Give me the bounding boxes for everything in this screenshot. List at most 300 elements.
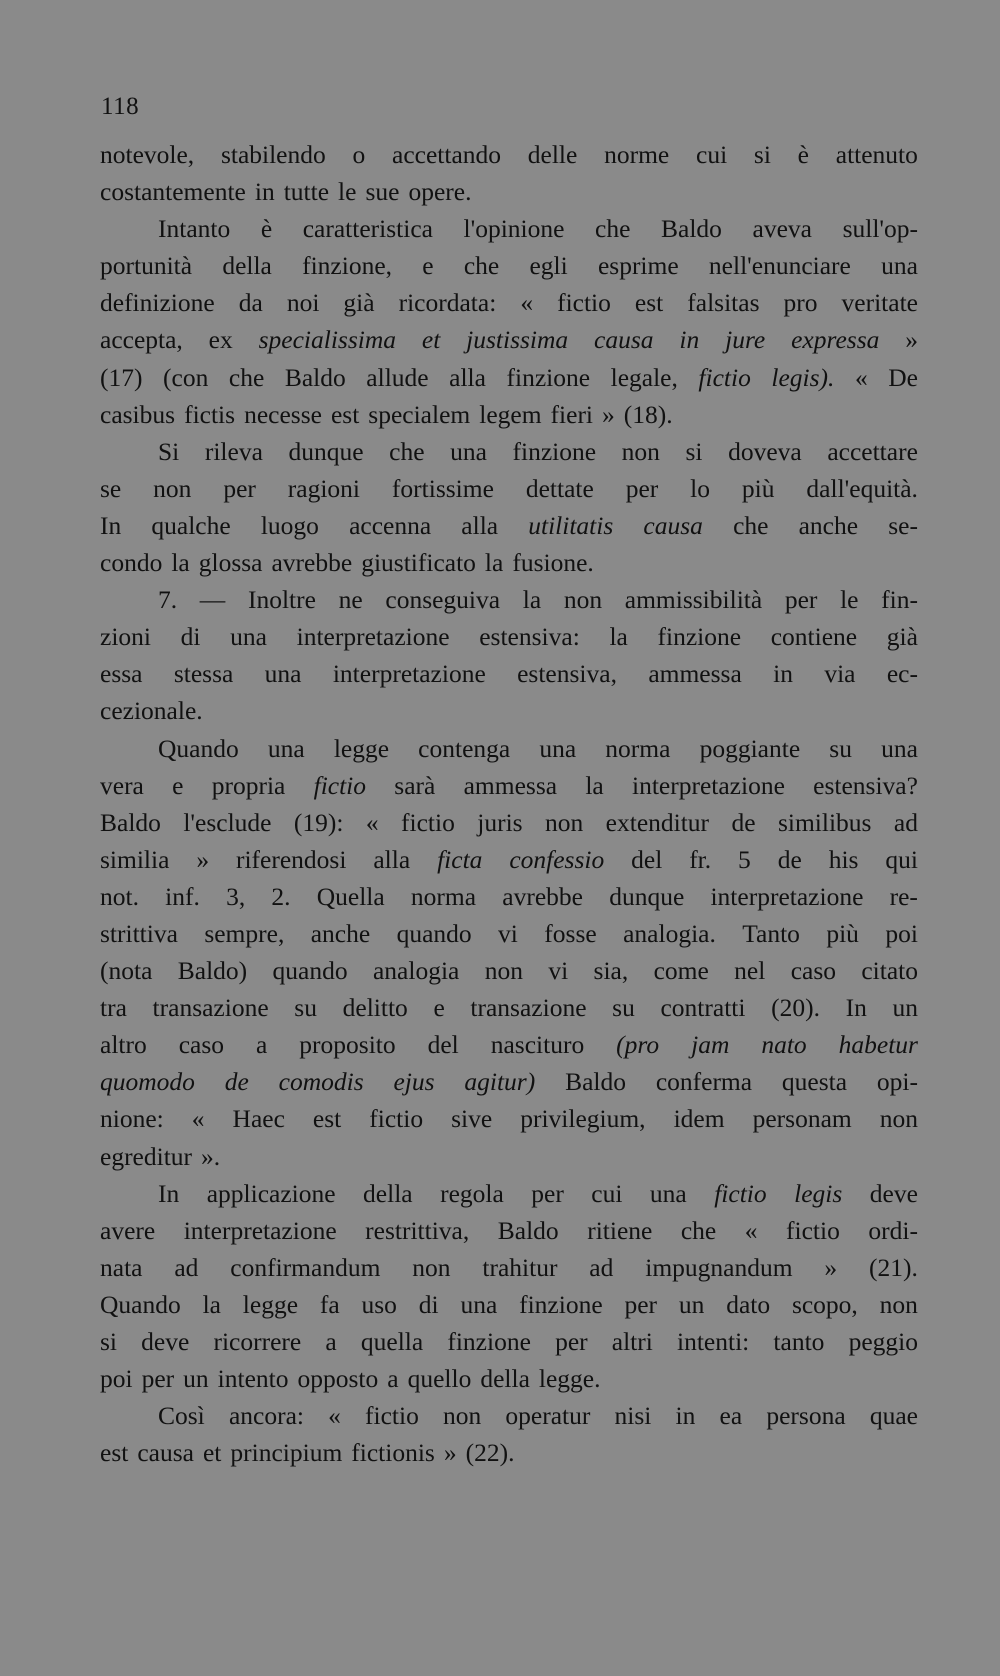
word: conferma bbox=[655, 1067, 753, 1097]
word: interpretazione bbox=[332, 659, 486, 689]
word: deve bbox=[869, 1178, 918, 1208]
italic-word: de bbox=[224, 1067, 249, 1097]
word: fictio bbox=[786, 1215, 840, 1245]
word: « bbox=[191, 1104, 205, 1134]
word: necesse bbox=[244, 399, 322, 429]
word: la bbox=[202, 1289, 221, 1319]
word: fictis bbox=[184, 399, 236, 429]
word: non bbox=[153, 473, 192, 503]
text-line bbox=[100, 989, 918, 1026]
word: » bbox=[196, 844, 210, 874]
word: che bbox=[228, 362, 265, 392]
word: peggio bbox=[848, 1327, 918, 1356]
word: interpretazione bbox=[296, 622, 450, 652]
word: che bbox=[733, 510, 769, 540]
text-line bbox=[100, 396, 918, 433]
word: legale, bbox=[610, 362, 678, 392]
word: fusione. bbox=[512, 548, 594, 578]
text-line bbox=[100, 841, 918, 878]
word: sarà bbox=[394, 770, 436, 800]
italic-word: causa bbox=[643, 510, 703, 540]
word: zioni bbox=[100, 622, 151, 652]
text-line bbox=[100, 321, 918, 358]
italic-word: jam bbox=[691, 1030, 730, 1060]
word: tutte bbox=[283, 177, 330, 207]
word: egreditur bbox=[100, 1141, 193, 1171]
word: per bbox=[223, 473, 256, 503]
word: essa bbox=[100, 659, 143, 689]
word: anche bbox=[310, 918, 371, 948]
text-line bbox=[100, 247, 918, 284]
italic-word: ejus bbox=[393, 1067, 435, 1097]
word: intento bbox=[217, 1364, 289, 1394]
word: stessa bbox=[173, 659, 234, 689]
word: » bbox=[602, 399, 615, 429]
word: finzione bbox=[506, 362, 591, 392]
word: a bbox=[255, 1030, 268, 1060]
word: delitto bbox=[342, 993, 408, 1023]
word: veritate bbox=[841, 288, 918, 318]
word: portunità bbox=[100, 251, 193, 281]
word: ec- bbox=[886, 659, 918, 689]
word: alla bbox=[461, 510, 499, 540]
word: ex bbox=[208, 325, 233, 355]
text-line bbox=[100, 136, 918, 173]
text-line bbox=[100, 915, 918, 952]
word: e bbox=[422, 251, 434, 281]
text-line bbox=[100, 507, 918, 544]
text-line bbox=[100, 173, 918, 210]
word: dettate bbox=[525, 473, 594, 503]
italic-word: nato bbox=[761, 1030, 807, 1060]
word: ad bbox=[589, 1252, 614, 1282]
text-line bbox=[100, 1360, 918, 1397]
word: di bbox=[180, 622, 201, 652]
word: extenditur bbox=[605, 807, 710, 837]
word: Baldo bbox=[565, 1067, 626, 1097]
word: giustificato bbox=[361, 548, 476, 578]
word: riferendosi bbox=[235, 844, 347, 874]
italic-word: agitur) bbox=[464, 1067, 536, 1097]
word: per bbox=[625, 473, 659, 503]
word: quello bbox=[407, 1364, 472, 1394]
word: Haec bbox=[232, 1104, 285, 1134]
word: nisi bbox=[614, 1401, 652, 1431]
word: si bbox=[753, 140, 771, 169]
word: a bbox=[387, 1364, 399, 1394]
word: De bbox=[888, 362, 918, 392]
text-line bbox=[100, 1323, 918, 1360]
italic-word: habetur bbox=[838, 1030, 918, 1060]
word: della bbox=[222, 251, 272, 281]
word: tra bbox=[100, 993, 127, 1023]
word: contiene bbox=[770, 622, 858, 652]
word: nascituro bbox=[490, 1030, 585, 1060]
word: lo bbox=[690, 473, 711, 503]
word: sempre, bbox=[204, 918, 285, 948]
word: Si bbox=[158, 436, 180, 466]
word: che bbox=[463, 251, 500, 281]
text-line bbox=[100, 1175, 918, 1212]
word: la bbox=[522, 585, 542, 615]
text-line bbox=[100, 544, 918, 581]
word: allude bbox=[366, 362, 429, 392]
word: In bbox=[158, 1178, 180, 1208]
word: da bbox=[238, 288, 263, 318]
word: non bbox=[879, 1104, 918, 1134]
word: ea bbox=[719, 1401, 743, 1431]
word: est bbox=[330, 399, 360, 429]
text-line bbox=[100, 1434, 918, 1471]
word: finzione bbox=[512, 436, 597, 466]
word: contenga bbox=[418, 733, 511, 763]
word: dunque bbox=[288, 436, 364, 466]
italic-word: specialissima bbox=[258, 325, 397, 355]
text-line bbox=[100, 581, 918, 618]
word: cui bbox=[696, 140, 728, 169]
word: caso bbox=[178, 1030, 225, 1060]
word: fictio bbox=[401, 807, 455, 837]
word: casibus bbox=[100, 399, 176, 429]
word: si bbox=[100, 1327, 118, 1356]
word: ne bbox=[338, 585, 363, 615]
word: cui bbox=[591, 1178, 623, 1208]
word: che bbox=[595, 214, 631, 244]
word: poi bbox=[100, 1364, 133, 1394]
text-line bbox=[100, 804, 918, 841]
italic-word: confessio bbox=[509, 844, 605, 874]
word: juris bbox=[477, 807, 523, 837]
word: fa bbox=[319, 1289, 340, 1319]
text-line bbox=[100, 1138, 918, 1175]
word: 3, bbox=[226, 881, 246, 911]
word: ammessa bbox=[648, 659, 742, 689]
word: applicazione bbox=[206, 1178, 336, 1208]
text-line bbox=[100, 767, 918, 804]
word: non bbox=[621, 436, 660, 466]
text-line bbox=[100, 1063, 918, 1100]
word: noi bbox=[286, 288, 320, 318]
word: avrebbe bbox=[271, 548, 353, 578]
word: (17) bbox=[100, 362, 143, 392]
word: confirmandum bbox=[230, 1252, 381, 1282]
word: la bbox=[171, 548, 190, 578]
text-line bbox=[100, 1249, 918, 1286]
italic-word: et bbox=[421, 325, 441, 355]
word: (19): bbox=[293, 807, 344, 837]
word: analogia. bbox=[623, 918, 716, 948]
word: fr. bbox=[689, 844, 712, 874]
word: più bbox=[826, 918, 859, 948]
italic-word: utilitatis bbox=[528, 510, 614, 540]
word: ordi- bbox=[868, 1215, 918, 1245]
word: Quella bbox=[316, 881, 385, 911]
word: fortissime bbox=[391, 473, 494, 503]
italic-word: fictio bbox=[714, 1178, 767, 1208]
word: 5 bbox=[738, 844, 751, 874]
word: ammissibilità bbox=[624, 585, 763, 615]
word: in bbox=[773, 659, 793, 689]
text-line bbox=[100, 1397, 918, 1434]
italic-word: quomodo bbox=[100, 1067, 195, 1097]
italic-word: ficta bbox=[437, 844, 483, 874]
italic-word: jure bbox=[725, 325, 766, 355]
word: « bbox=[744, 1215, 758, 1245]
word: una bbox=[450, 436, 487, 466]
word: Baldo bbox=[100, 807, 161, 837]
word: non bbox=[412, 1252, 451, 1282]
word: norme bbox=[604, 140, 670, 169]
text-line bbox=[100, 1212, 918, 1249]
word: un bbox=[183, 1364, 209, 1394]
word: sia, bbox=[593, 956, 629, 986]
word: ad bbox=[174, 1252, 199, 1282]
word: nel bbox=[734, 956, 766, 986]
word: e bbox=[172, 770, 184, 800]
word: citato bbox=[861, 956, 918, 986]
word: et bbox=[202, 1438, 222, 1468]
word: Baldo bbox=[284, 362, 346, 392]
word: persona bbox=[766, 1401, 846, 1431]
word: (22). bbox=[465, 1438, 515, 1468]
word: poi bbox=[885, 918, 918, 948]
word: pro bbox=[783, 288, 818, 318]
italic-word: legis). bbox=[771, 362, 835, 392]
word: legge bbox=[242, 1289, 299, 1319]
word: non bbox=[879, 1289, 918, 1319]
body-text bbox=[100, 136, 918, 1471]
word: In bbox=[845, 993, 867, 1023]
word: legem bbox=[479, 399, 542, 429]
word: Baldo bbox=[661, 214, 722, 244]
word: 7. bbox=[158, 585, 178, 615]
word: la bbox=[609, 622, 628, 652]
word: ragioni bbox=[287, 473, 361, 503]
italic-word: legis bbox=[794, 1178, 843, 1208]
word: Quando bbox=[100, 1289, 181, 1319]
word: ritiene bbox=[587, 1215, 653, 1245]
word: altri bbox=[611, 1327, 653, 1356]
word: caratteristica bbox=[302, 214, 433, 244]
word: la bbox=[585, 770, 604, 800]
word: ricordata: bbox=[398, 288, 497, 318]
word: una bbox=[267, 733, 305, 763]
word: In bbox=[100, 510, 122, 540]
word: attenuto bbox=[835, 140, 918, 169]
word: deve bbox=[141, 1327, 190, 1356]
italic-word: expressa bbox=[791, 325, 880, 355]
word: (con bbox=[163, 362, 209, 392]
word: una bbox=[881, 733, 918, 763]
word: non bbox=[443, 1401, 482, 1431]
word: altro bbox=[100, 1030, 147, 1060]
word: interpretazione bbox=[710, 881, 864, 911]
word: glossa bbox=[198, 548, 263, 578]
word: specialem bbox=[368, 399, 471, 429]
text-line bbox=[100, 878, 918, 915]
word: scopo, bbox=[791, 1289, 858, 1319]
word: si bbox=[685, 436, 703, 466]
word: not. bbox=[100, 881, 139, 911]
word: nata bbox=[100, 1252, 143, 1282]
word: di bbox=[418, 1289, 439, 1319]
word: 2. bbox=[271, 881, 291, 911]
word: Così bbox=[158, 1401, 205, 1431]
text-line bbox=[100, 692, 918, 729]
word: non bbox=[484, 956, 523, 986]
word: opere. bbox=[408, 177, 472, 207]
word: opposto bbox=[297, 1364, 379, 1394]
word: conseguiva bbox=[385, 585, 501, 615]
word: est bbox=[634, 288, 664, 318]
word: idem bbox=[673, 1104, 725, 1134]
word: personam bbox=[752, 1104, 852, 1134]
word: norma bbox=[605, 733, 671, 763]
text-line bbox=[100, 284, 918, 321]
word: legge. bbox=[538, 1364, 601, 1394]
word: contratti bbox=[660, 993, 746, 1023]
word: poggiante bbox=[699, 733, 801, 763]
word: de bbox=[731, 807, 756, 837]
word: strittiva bbox=[100, 918, 178, 948]
word: in bbox=[254, 177, 275, 207]
word: impugnandum bbox=[645, 1252, 793, 1282]
word: est bbox=[100, 1438, 129, 1468]
word: Intanto bbox=[158, 214, 231, 244]
word: vi bbox=[548, 956, 569, 986]
italic-word: causa bbox=[594, 325, 654, 355]
word: regola bbox=[440, 1178, 504, 1208]
text-line bbox=[100, 1286, 918, 1323]
word: ricorrere bbox=[213, 1327, 302, 1356]
word: per bbox=[555, 1327, 588, 1356]
word: una bbox=[881, 251, 918, 281]
word: proposito bbox=[299, 1030, 396, 1060]
italic-word: fictio bbox=[313, 770, 367, 800]
word: vi bbox=[498, 918, 518, 948]
word: (18). bbox=[623, 399, 673, 429]
word: sive bbox=[451, 1104, 493, 1134]
word: his bbox=[828, 844, 859, 874]
word: per bbox=[624, 1289, 658, 1319]
word: se bbox=[100, 473, 122, 503]
word: (21). bbox=[869, 1252, 918, 1282]
word: dall'equità. bbox=[806, 473, 918, 503]
word: fictio bbox=[369, 1104, 424, 1134]
word: per bbox=[784, 585, 818, 615]
word: in bbox=[675, 1401, 696, 1431]
text-line bbox=[100, 618, 918, 655]
word: fieri bbox=[550, 399, 594, 429]
word: interpretazione bbox=[183, 1215, 337, 1245]
word: una bbox=[460, 1289, 498, 1319]
word: fin- bbox=[881, 585, 918, 615]
word: egli bbox=[529, 251, 568, 281]
word: transazione bbox=[152, 993, 269, 1023]
text-line bbox=[100, 433, 918, 470]
text-line bbox=[100, 359, 918, 396]
word: » bbox=[905, 325, 918, 355]
word: Baldo) bbox=[177, 956, 248, 986]
word: fictionis bbox=[351, 1438, 435, 1468]
word: qui bbox=[885, 844, 918, 874]
word: Inoltre bbox=[247, 585, 316, 615]
word: notevole, bbox=[100, 140, 195, 169]
word: Tanto bbox=[742, 918, 800, 948]
text-line bbox=[100, 210, 918, 247]
word: nione: bbox=[100, 1104, 164, 1134]
word: su bbox=[612, 993, 635, 1023]
word: è bbox=[797, 140, 809, 169]
word: « bbox=[520, 288, 534, 318]
word: della bbox=[480, 1364, 530, 1394]
italic-word: in bbox=[679, 325, 700, 355]
word: tanto bbox=[773, 1327, 825, 1356]
word: non bbox=[563, 585, 603, 615]
italic-word: (pro bbox=[616, 1030, 660, 1060]
word: falsitas bbox=[687, 288, 760, 318]
word: su bbox=[294, 993, 317, 1023]
word: luogo bbox=[260, 510, 319, 540]
word: Baldo bbox=[497, 1215, 559, 1245]
word: « bbox=[328, 1401, 341, 1431]
word: accepta, bbox=[100, 325, 183, 355]
word: costantemente bbox=[100, 177, 246, 207]
word: ». bbox=[201, 1141, 221, 1171]
word: dunque bbox=[609, 881, 685, 911]
word: fictio bbox=[557, 288, 611, 318]
word: questa bbox=[781, 1067, 848, 1097]
word: sull'op- bbox=[842, 214, 918, 244]
word: condo bbox=[100, 548, 163, 578]
word: norma bbox=[410, 881, 477, 911]
word: quella bbox=[360, 1327, 424, 1356]
word: principium bbox=[230, 1438, 343, 1468]
word: legge bbox=[333, 733, 390, 763]
word: qualche bbox=[151, 510, 231, 540]
word: estensiva? bbox=[813, 770, 918, 800]
word: non bbox=[545, 807, 584, 837]
word: avere bbox=[100, 1215, 156, 1245]
word: interpretazione bbox=[631, 770, 785, 800]
word: operatur bbox=[505, 1401, 591, 1431]
word: per bbox=[141, 1364, 175, 1394]
word: — bbox=[199, 585, 226, 615]
word: analogia bbox=[372, 956, 460, 986]
word: cezionale. bbox=[100, 696, 203, 726]
word: finzione bbox=[447, 1327, 531, 1356]
italic-word: fictio bbox=[698, 362, 751, 392]
word: quando bbox=[272, 956, 348, 986]
word: inf. bbox=[165, 881, 200, 911]
word: accettare bbox=[827, 436, 918, 466]
word: l'esclude bbox=[183, 807, 272, 837]
word: ancora: bbox=[228, 1401, 304, 1431]
word: alla bbox=[449, 362, 486, 392]
word: ammessa bbox=[463, 770, 558, 800]
italic-word: justissima bbox=[466, 325, 569, 355]
word: rileva bbox=[204, 436, 263, 466]
word: a bbox=[325, 1327, 337, 1356]
word: » bbox=[824, 1252, 838, 1282]
word: anche bbox=[798, 510, 859, 540]
word: accettando bbox=[392, 140, 502, 169]
word: nell'enunciare bbox=[708, 251, 851, 281]
word: delle bbox=[527, 140, 578, 169]
word: intenti: bbox=[677, 1327, 750, 1356]
word: e bbox=[433, 993, 445, 1023]
word: uso bbox=[361, 1289, 397, 1319]
